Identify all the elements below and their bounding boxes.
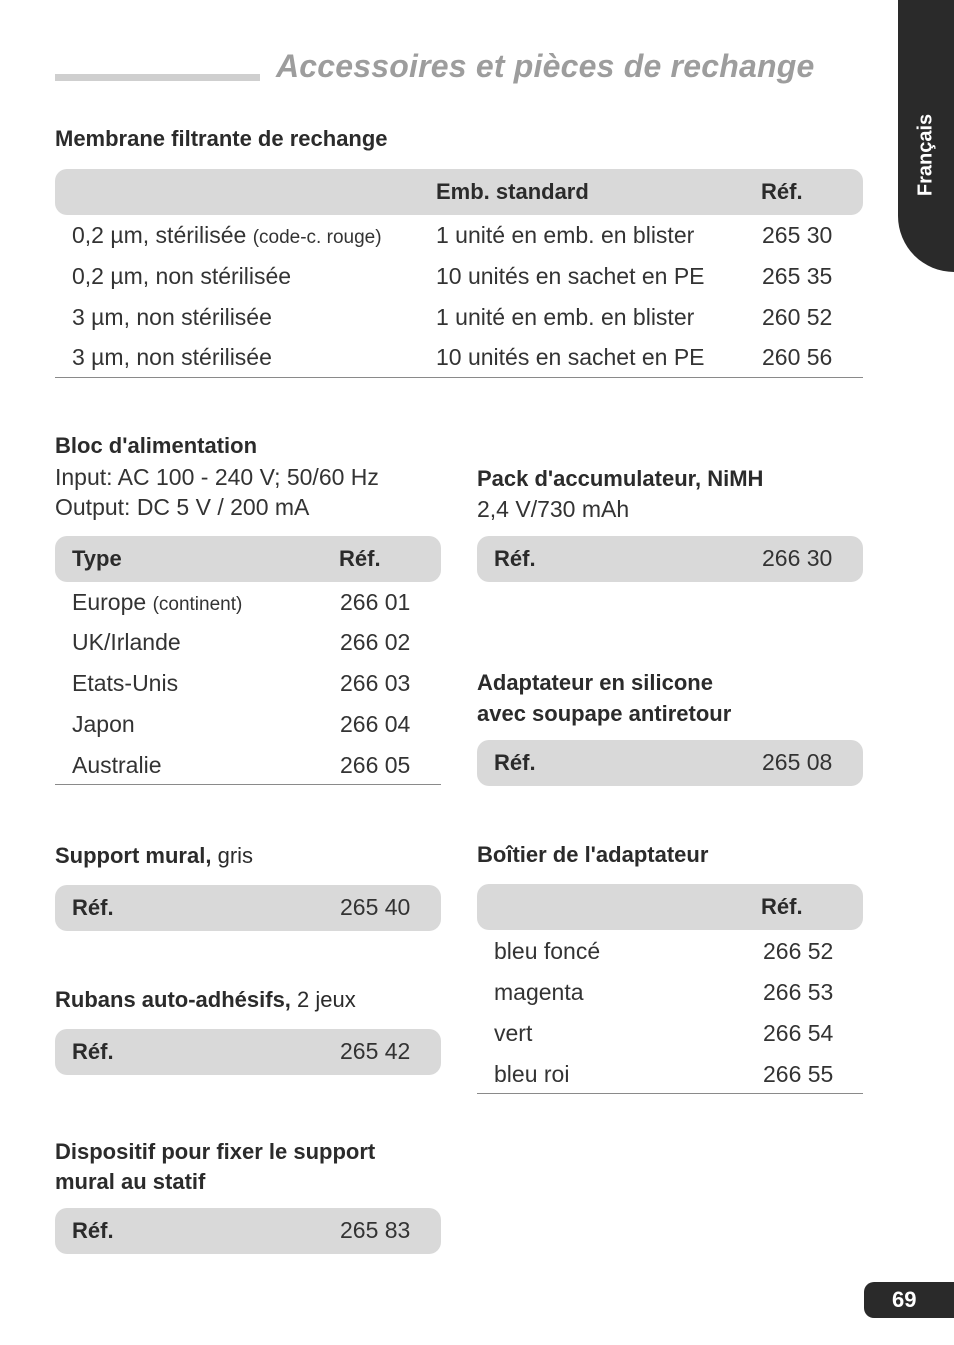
adapter-case-color: vert xyxy=(494,1020,533,1046)
battery-ref: 266 30 xyxy=(762,545,833,571)
power-supply-input: Input: AC 100 - 240 V; 50/60 Hz xyxy=(55,464,379,490)
adapter-case-ref: 266 52 xyxy=(763,938,834,964)
membrane-ref: 265 30 xyxy=(762,222,833,248)
tapes-heading xyxy=(55,985,356,1015)
membrane-pack: 1 unité en emb. en blister xyxy=(436,222,695,248)
adapter-ref-label: Réf. xyxy=(494,750,536,775)
wall-mount-heading xyxy=(55,841,253,871)
battery-ref-label: Réf. xyxy=(494,546,536,571)
adapter-case-table-rule xyxy=(477,1093,863,1094)
power-note: (continent) xyxy=(152,594,243,615)
power-supply-output: Output: DC 5 V / 200 mA xyxy=(55,494,310,520)
table-row xyxy=(477,1018,863,1059)
power-type: Japon xyxy=(72,711,135,737)
adapter-case-ref: 266 55 xyxy=(763,1061,834,1087)
battery-ref-bar xyxy=(477,536,863,582)
membrane-desc: 3 µm, non stérilisée xyxy=(72,344,272,370)
tapes-detail: 2 jeux xyxy=(297,987,356,1012)
table-row xyxy=(55,709,441,750)
membrane-desc: 0,2 µm, stérilisée xyxy=(72,222,247,248)
page-number-tab xyxy=(864,1282,954,1318)
membrane-desc: 3 µm, non stérilisée xyxy=(72,304,272,330)
fixing-ref: 265 83 xyxy=(340,1217,411,1243)
power-ref: 266 01 xyxy=(340,589,411,615)
adapter-case-heading: Boîtier de l'adaptateur xyxy=(477,842,709,867)
fixing-ref-label: Réf. xyxy=(72,1218,114,1243)
adapter-heading-line1: Adaptateur en silicone xyxy=(477,670,713,695)
language-tab-label: Français xyxy=(914,113,937,197)
adapter-heading-line2: avec soupape antiretour xyxy=(477,701,732,726)
power-type: Etats-Unis xyxy=(72,670,179,696)
power-type: Europe xyxy=(72,589,147,615)
battery-spec: 2,4 V/730 mAh xyxy=(477,496,630,522)
table-row xyxy=(55,302,863,343)
power-supply-heading: Bloc d'alimentation xyxy=(55,433,258,458)
adapter-case-color: bleu foncé xyxy=(494,938,601,964)
power-ref: 266 03 xyxy=(340,670,411,696)
power-supply-table-rule xyxy=(55,784,441,785)
power-type: Australie xyxy=(72,752,162,778)
power-ref: 266 05 xyxy=(340,752,411,778)
wall-mount-ref-bar xyxy=(55,885,441,931)
power-col-type: Type xyxy=(72,546,122,571)
membrane-heading: Membrane filtrante de rechange xyxy=(55,126,388,151)
membrane-col-ref: Réf. xyxy=(761,179,803,204)
tapes-ref-bar xyxy=(55,1029,441,1075)
membrane-table-header xyxy=(55,169,863,215)
membrane-table xyxy=(55,169,863,379)
membrane-ref: 260 56 xyxy=(762,344,833,370)
adapter-ref-bar xyxy=(477,740,863,786)
table-row xyxy=(55,220,863,261)
table-row xyxy=(477,936,863,977)
table-row xyxy=(55,627,441,668)
adapter-case-color: bleu roi xyxy=(494,1061,570,1087)
tapes-title: Rubans auto-adhésifs, xyxy=(55,987,291,1012)
adapter-case-ref: 266 54 xyxy=(763,1020,834,1046)
power-ref: 266 02 xyxy=(340,629,411,655)
adapter-case-table xyxy=(477,884,863,1096)
wall-mount-detail: gris xyxy=(217,843,254,868)
wall-mount-ref: 265 40 xyxy=(340,894,411,920)
adapter-case-col-ref: Réf. xyxy=(761,894,803,919)
adapter-case-color: magenta xyxy=(494,979,584,1005)
membrane-desc: 0,2 µm, non stérilisée xyxy=(72,263,292,289)
tapes-ref: 265 42 xyxy=(340,1038,411,1064)
membrane-col-pack: Emb. standard xyxy=(436,179,589,204)
membrane-ref: 265 35 xyxy=(762,263,833,289)
membrane-ref: 260 52 xyxy=(762,304,833,330)
page-number: 69 xyxy=(892,1287,917,1312)
wall-mount-title: Support mural, xyxy=(55,843,212,868)
wall-mount-ref-label: Réf. xyxy=(72,895,114,920)
table-row xyxy=(55,587,441,628)
membrane-pack: 10 unités en sachet en PE xyxy=(436,263,705,289)
adapter-case-ref: 266 53 xyxy=(763,979,834,1005)
membrane-pack: 1 unité en emb. en blister xyxy=(436,304,695,330)
table-row xyxy=(55,261,863,302)
fixing-ref-bar xyxy=(55,1208,441,1254)
power-type: UK/Irlande xyxy=(72,629,181,655)
battery-heading: Pack d'accumulateur, NiMH xyxy=(477,466,764,491)
table-row xyxy=(477,977,863,1018)
membrane-pack: 10 unités en sachet en PE xyxy=(436,344,705,370)
tapes-ref-label: Réf. xyxy=(72,1039,114,1064)
page-title: Accessoires et pièces de rechange xyxy=(276,48,815,84)
membrane-note: (code-c. rouge) xyxy=(252,227,382,248)
table-row xyxy=(55,668,441,709)
membrane-table-rule xyxy=(55,377,863,378)
fixing-heading-line2: mural au statif xyxy=(55,1169,206,1194)
power-col-ref: Réf. xyxy=(339,546,381,571)
adapter-case-table-header xyxy=(477,884,863,930)
power-supply-table xyxy=(55,536,441,786)
fixing-heading-line1: Dispositif pour fixer le support xyxy=(55,1139,376,1164)
power-supply-table-header xyxy=(55,536,441,582)
language-tab xyxy=(898,0,954,272)
adapter-ref: 265 08 xyxy=(762,749,833,775)
title-rule xyxy=(55,74,260,81)
power-ref: 266 04 xyxy=(340,711,411,737)
